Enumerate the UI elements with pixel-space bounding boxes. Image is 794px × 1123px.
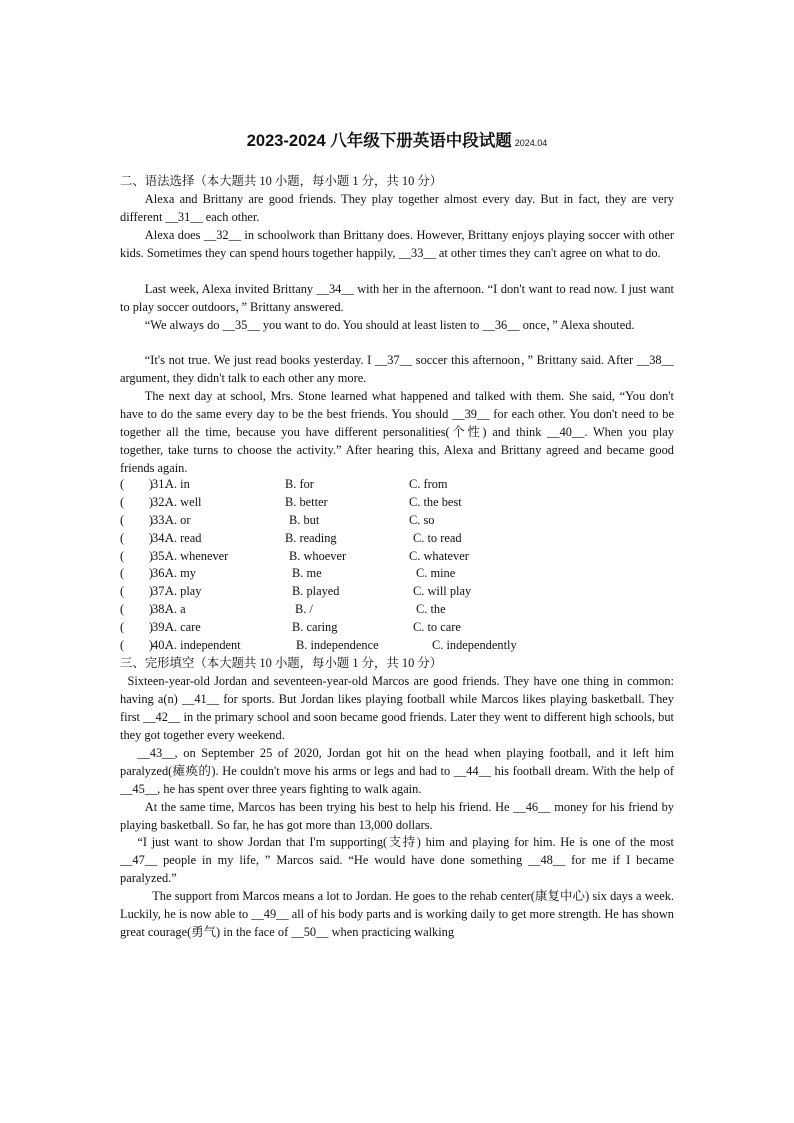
title-text: 2023-2024 八年级下册英语中段试题 (246, 132, 512, 150)
answer-blank[interactable]: ( ) (120, 512, 154, 527)
option-a: A. read (165, 530, 202, 545)
s2-paragraph-4: “We always do __35__ you want to do. You should at least listen to __36__ once，” Alexa shouted. (144, 318, 635, 332)
option-a: A. or (165, 512, 191, 527)
option-c: C. to care (413, 620, 461, 635)
option-c: C. the best (409, 494, 462, 509)
answer-blank[interactable]: ( ) (120, 530, 154, 545)
question-number: 39. (152, 620, 168, 635)
answer-blank[interactable]: ( ) (120, 620, 154, 635)
s2-paragraph-3: Last week, Alexa invited Brittany __34__ with her in the afternoon. “I don't want to read now. I just want to play soccer outdoors，” Brittany answered. (120, 282, 674, 314)
option-row (120, 530, 680, 548)
s3-paragraph-5: The support from Marcos means a lot to Jordan. He goes to the rehab center(康复中心) six days a week. Luckily, he is now able to __49__ all of his body parts and is working daily to get more strength. He has shown great courage(勇气) in the face of __50__ when practicing walking (120, 889, 674, 939)
option-b: B. played (292, 584, 340, 599)
s3-paragraph-3: At the same time, Marcos has been trying his best to help his friend. He __46__ money for his friend by playing basketball. So far, he has got more than 13,000 dollars. (120, 800, 674, 832)
option-b: B. me (292, 566, 322, 581)
option-c: C. will play (413, 584, 472, 599)
option-c: C. mine (416, 566, 456, 581)
option-c: C. to read (413, 530, 462, 545)
s2-paragraph-2: Alexa does __32__ in schoolwork than Brittany does. However, Brittany enjoys playing soccer with other kids. Sometimes they can spend hours together happily, __33__ at other times they can't agree on what to do. (120, 228, 674, 260)
answer-blank[interactable]: ( ) (120, 584, 154, 599)
option-a: A. well (165, 494, 202, 509)
answer-blank[interactable]: ( ) (120, 566, 154, 581)
option-b: B. caring (292, 620, 338, 635)
option-c: C. from (409, 477, 448, 491)
option-a: A. care (165, 620, 201, 635)
answer-blank[interactable]: ( ) (120, 638, 154, 653)
page-title (120, 127, 674, 151)
option-b: B. better (285, 494, 328, 509)
s2-paragraph-1: Alexa and Brittany are good friends. They play together almost every day. But in fact, they are very different __31__ each other. (120, 192, 674, 224)
option-c: C. independently (432, 638, 517, 653)
option-row (120, 565, 680, 583)
question-number: 35. (152, 548, 168, 563)
s3-paragraph-2: __43__, on September 25 of 2020, Jordan got hit on the head when playing football, and it left him paralyzed(瘫痪的). He couldn't move his arms or legs and had to __44__ his football dream. With the help of __45__, he has spent over three years fighting to walk again. (120, 746, 674, 796)
option-a: A. a (165, 602, 186, 617)
answer-blank[interactable]: ( ) (120, 477, 154, 491)
option-row (120, 548, 680, 566)
question-number: 31. (152, 477, 168, 491)
question-number: 38. (152, 602, 168, 617)
option-a: A. whenever (165, 548, 229, 563)
s3-paragraph-4: “I just want to show Jordan that I'm supporting(支持) him and playing for him. He is one of the most __47__ people in my life, ” Marcos said. “He would have done something __48__ for me if I became paralyzed.” (120, 835, 674, 885)
question-number: 40. (152, 638, 168, 653)
answer-blank[interactable]: ( ) (120, 602, 154, 617)
option-row (120, 601, 680, 619)
option-row (120, 637, 680, 655)
option-a: A. independent (165, 638, 241, 653)
option-a: A. in (165, 477, 190, 491)
option-a: A. play (165, 584, 202, 599)
option-row (120, 512, 680, 530)
s3-paragraph-1: Sixteen-year-old Jordan and seventeen-year-old Marcos are good friends. They have one thing in common: having a(n) __41__ for sports. But Jordan likes playing football while Marcos likes playing basketball. They first __42__ in the primary school and soon became good friends. Later they went to different high schools, but they got together every weekend. (120, 674, 674, 742)
option-b: B. independence (296, 638, 379, 653)
option-row (120, 619, 680, 637)
option-row (120, 476, 680, 494)
option-b: B. reading (285, 530, 337, 545)
answer-blank[interactable]: ( ) (120, 548, 154, 563)
option-c: C. whatever (409, 548, 469, 563)
s2-paragraph-5: “It's not true. We just read books yesterday. I __37__ soccer this afternoon，” Brittany said. After __38__ argument, they didn't talk to each other any more. (120, 353, 674, 385)
option-b: B. for (285, 477, 314, 491)
s2-paragraph-6: The next day at school, Mrs. Stone learned what happened and talked with them. She said, “You don't have to do the same every day to be the best friends. You should __39__ for each other. You don't need to be together all the time, because you have different personalities(个性) and think __40__. When you play together, take turns to choose the activity.” After hearing this, Alexa and Brittany agreed and became good friends again. (120, 389, 674, 475)
option-b: B. but (289, 512, 320, 527)
question-number: 32. (152, 494, 168, 509)
option-c: C. the (416, 602, 446, 617)
question-number: 37. (152, 584, 168, 599)
option-row (120, 583, 680, 601)
answer-blank[interactable]: ( ) (120, 494, 154, 509)
section-3-heading: 三、完形填空（本大题共 10 小题，每小题 1 分，共 10 分） (120, 656, 443, 670)
title-date: 2024.04 (514, 138, 548, 148)
question-number: 36. (152, 566, 168, 581)
option-b: B. whoever (289, 548, 347, 563)
option-a: A. my (165, 566, 196, 581)
option-b: B. / (295, 602, 313, 617)
question-number: 34. (152, 530, 168, 545)
option-c: C. so (409, 512, 435, 527)
option-row (120, 494, 680, 512)
question-number: 33. (152, 512, 168, 527)
options-list (120, 476, 680, 655)
section-2-heading: 二、语法选择（本大题共 10 小题，每小题 1 分，共 10 分） (120, 174, 443, 188)
